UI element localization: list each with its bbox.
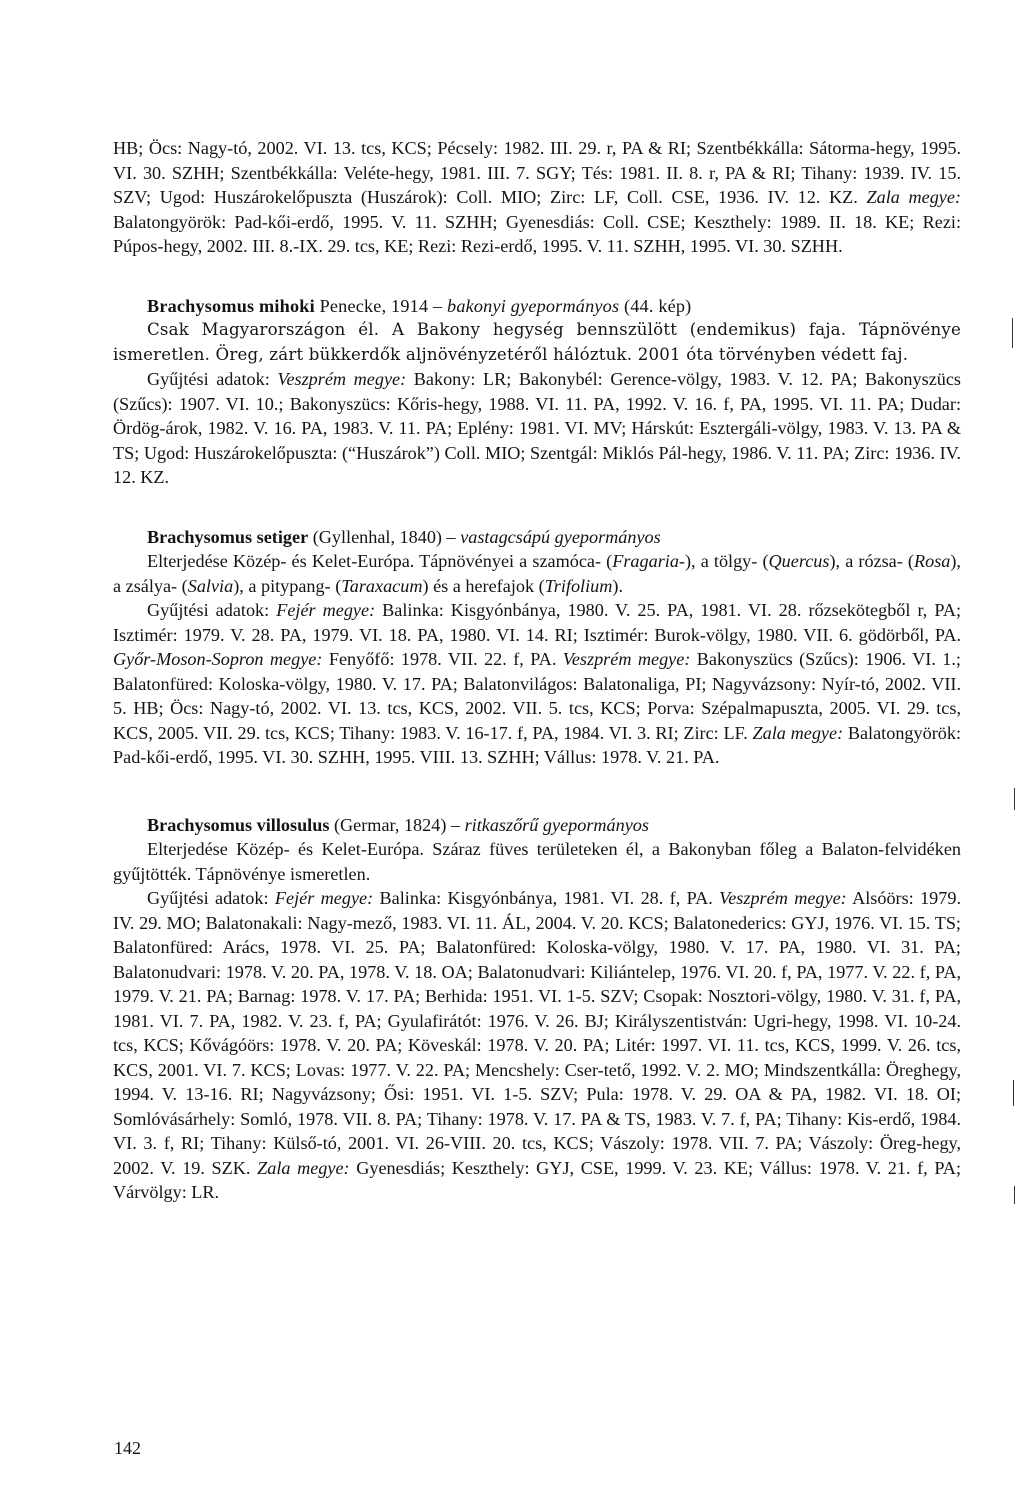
plant-genus: Taraxacum [341, 575, 423, 596]
species-entry-villosulus [113, 813, 961, 1205]
hungarian-name: vastagcsápú gyepormányos [460, 526, 661, 547]
region-label: Veszprém megye: [562, 649, 691, 669]
plant-genus: Salvia [187, 575, 234, 596]
species-entry-mihoki [113, 294, 961, 490]
species-name: Brachysomus villosulus [147, 814, 330, 835]
locality-text: Balatongyörök: Pad-kői-erdő, 1995. V. 11. SZHH; Gyenesdiás: Coll. CSE; Keszthely: 1989. II. 18. KE; Rezi: Púpos-hegy, 2002. III. 8.-IX. 29. tcs, KE; Rezi: Rezi-erdő, 1995. V. 11. SZHH, 1995. VI. 30. SZHH. [113, 211, 961, 256]
species-author: Penecke, 1914 – [314, 295, 448, 316]
species-heading [113, 525, 961, 550]
locality-text: Bakony: LR; Bakonybél: Gerence-völgy, 1983. V. 12. PA; Bakonyszücs (Szűcs): 1907. VI. 10.; Bakonyszücs: Kőris-hegy, 1988. VI. 11. PA, 1992. V. 16. f, PA, 1995. VI. 11. PA; Dudar: Ördög-árok, 1982. V. 16. PA, 1983. V. 11. PA; Eplény: 1981. VI. MV; Hárskút: Esztergáli-völgy, 1983. V. 13. PA & TS; Ugod: Huszárokelőpuszta: (“Huszárok”) Coll. MIO; Szentgál: Miklós Pál-hegy, 1986. V. 11. PA; Zirc: 1936. IV. 12. KZ. [113, 369, 962, 487]
hungarian-name: ritkaszőrű gyepormányos [464, 814, 649, 835]
collection-data [113, 367, 961, 490]
scan-edge-mark [1014, 1186, 1015, 1204]
species-heading [113, 294, 961, 319]
scan-edge-mark [1012, 318, 1013, 348]
collection-data: Gyűjtési adatok: Fejér megye: Balinka: Kisgyónbánya, 1980. V. 25. PA, 1981. VI. 28. rőzsekötegből r, PA; Isztimér: 1979. V. 28. PA, 1979. VI. 18. PA, 1980. VI. 14. RI; Isztimér: Burok-völgy, 1980. VII. 6. gödörből, PA. Győr-Moson-Sopron megye: Fenyőfő: 1978. VII. 22. f, PA. Veszprém megye: Bakonyszücs (Szűcs): 1906. VI. 1.; Balatonfüred: Koloska-völgy, 1980. V. 17. PA; Balatonvilágos: Balatonaliga, PI; Nagyvázsony: Nyír-tó, 2002. VII. 5. HB; Öcs: Nagy-tó, 2002. VI. 13. tcs, KCS, 2002. VII. 5. tcs, KCS; Porva: Szépalmapuszta, 2005. VI. 29. tcs, KCS, 2005. VII. 29. tcs, KCS; Tihany: 1983. V. 16-17. f, PA, 1984. VI. 3. RI; Zirc: LF. Zala megye: Balatongyörök: Pad-kői-erdő, 1995. VI. 30. SZHH, 1995. VIII. 13. SZHH; Vállus: 1978. V. 21. PA. [113, 600, 962, 767]
plant-genus: Quercus [768, 551, 830, 571]
region-label: Zala megye: [257, 1157, 350, 1178]
species-name: Brachysomus mihoki [147, 295, 315, 316]
scan-edge-mark [1013, 1080, 1014, 1106]
species-description: Elterjedése Közép- és Kelet-Európa. Tápnövényei a szamóca- (Fragaria-), a tölgy- (Quercus), a rózsa- (Rosa), a zsálya- (Salvia), a pitypang- (Taraxacum) és a herefajok (Trifolium). [113, 551, 961, 596]
collection-label: Gyűjtési adatok: [147, 888, 275, 908]
collection-label: Gyűjtési adatok: [147, 369, 278, 389]
hungarian-name: bakonyi gyepormányos [447, 295, 620, 316]
collection-label: Gyűjtési adatok: [147, 600, 277, 620]
species-description: Csak Magyarországon él. A Bakony hegység bennszülött (endemikus) faja. Tápnövénye ismeretlen. Öreg, zárt bükkerdők aljnövényzetéről hálóztuk. 2001 óta törvényben védett faj. [113, 320, 961, 364]
species-author: (Germar, 1824) – [329, 814, 465, 835]
plant-genus: Rosa [914, 551, 951, 571]
page-number: 142 [114, 1438, 141, 1458]
plant-genus: Trifolium [544, 575, 613, 596]
species-author: (Gyllenhal, 1840) – [308, 526, 461, 547]
scan-edge-mark [1014, 788, 1015, 810]
region-label: Zala megye: [752, 722, 844, 743]
collection-data: Gyűjtési adatok: Fejér megye: Balinka: Kisgyónbánya, 1981. VI. 28. f, PA. Veszprém megye: Alsóörs: 1979. IV. 29. MO; Balatonakali: Nagy-mező, 1983. VI. 11. ÁL, 2004. V. 20. KCS; Balatonederics: GYJ, 1976. VI. 15. TS; Balatonfüred: Arács, 1978. VI. 25. PA; Balatonfüred: Koloska-völgy, 1980. V. 17. PA, 1980. VI. 31. PA; Balatonudvari: 1978. V. 20. PA, 1978. V. 18. OA; Balatonudvari: Kiliántelep, 1976. VI. 20. f, PA, 1977. V. 22. f, PA, 1979. V. 21. PA; Barnag: 1978. V. 17. PA; Berhida: 1951. VI. 1-5. SZV; Csopak: Nosztori-völgy, 1980. V. 31. f, PA, 1981. VI. 7. PA, 1982. V. 23. f, PA; Gyulafirátót: 1976. V. 26. BJ; Királyszentistván: Ugri-hegy, 1998. VI. 10-24. tcs, KCS; Kővágóörs: 1978. V. 20. PA; Köveskál: 1978. V. 20. PA; Litér: 1997. VI. 11. tcs, KCS, 1999. V. 26. tcs, KCS, 2001. VI. 7. KCS; Lovas: 1977. V. 22. PA; Mencshely: Cser-tető, 1992. V. 2. MO; Mindszentkálla: Öreghegy, 1994. V. 13-16. RI; Nagyvázsony; Ősi: 1951. VI. 1-5. SZV; Pula: 1978. V. 29. OA & PA, 1982. VI. 18. OI; Somlóvásárhely: Somló, 1978. VII. 8. PA; Tihany: 1978. V. 17. PA & TS, 1983. V. 7. f, PA; Tihany: Kis-erdő, 1984. VI. 3. f, RI; Tihany: Külső-tó, 2001. VI. 26-VIII. 20. tcs, KCS; Vászoly: 1978. VII. 7. PA; Vászoly: Öreg-hegy, 2002. V. 19. SZK. Zala megye: Gyenesdiás; Keszthely: GYJ, CSE, 1999. V. 23. KE; Vállus: 1978. V. 21. f, PA; Várvölgy: LR. [113, 888, 962, 1202]
species-heading [113, 813, 961, 838]
region-label: Zala megye: [866, 187, 962, 207]
plant-genus: Fragaria- [612, 551, 685, 571]
continued-paragraph [113, 136, 961, 259]
species-name: Brachysomus setiger [147, 526, 309, 547]
figure-ref: (44. kép) [619, 295, 692, 316]
species-entry-setiger [113, 525, 961, 770]
region-label: Veszprém megye: [719, 888, 847, 908]
species-description: Elterjedése Közép- és Kelet-Európa. Száraz füves területeken él, a Bakonyban főleg a Balaton-felvidéken gyűjtötték. Tápnövénye ismeretlen. [113, 839, 961, 884]
region-label: Veszprém megye: [277, 369, 407, 389]
region-label: Fejér megye: [274, 888, 374, 908]
region-label: Győr-Moson-Sopron megye: [113, 649, 323, 669]
region-label: Fejér megye: [276, 600, 376, 620]
locality-text: HB; Öcs: Nagy-tó, 2002. VI. 13. tcs, KCS; Pécsely: 1982. III. 29. r, PA & RI; Szentbékkálla: Sátorma-hegy, 1995. VI. 30. SZHH; Szentbékkálla: Veléte-hegy, 1981. III. 7. SGY; Tés: 1981. II. 8. r, PA & RI; Tihany: 1939. IV. 15. SZV; Ugod: Huszárokelőpuszta (Huszárok): Coll. MIO; Zirc: LF, Coll. CSE, 1936. IV. 12. KZ. [113, 138, 961, 207]
page-body [113, 136, 961, 1205]
